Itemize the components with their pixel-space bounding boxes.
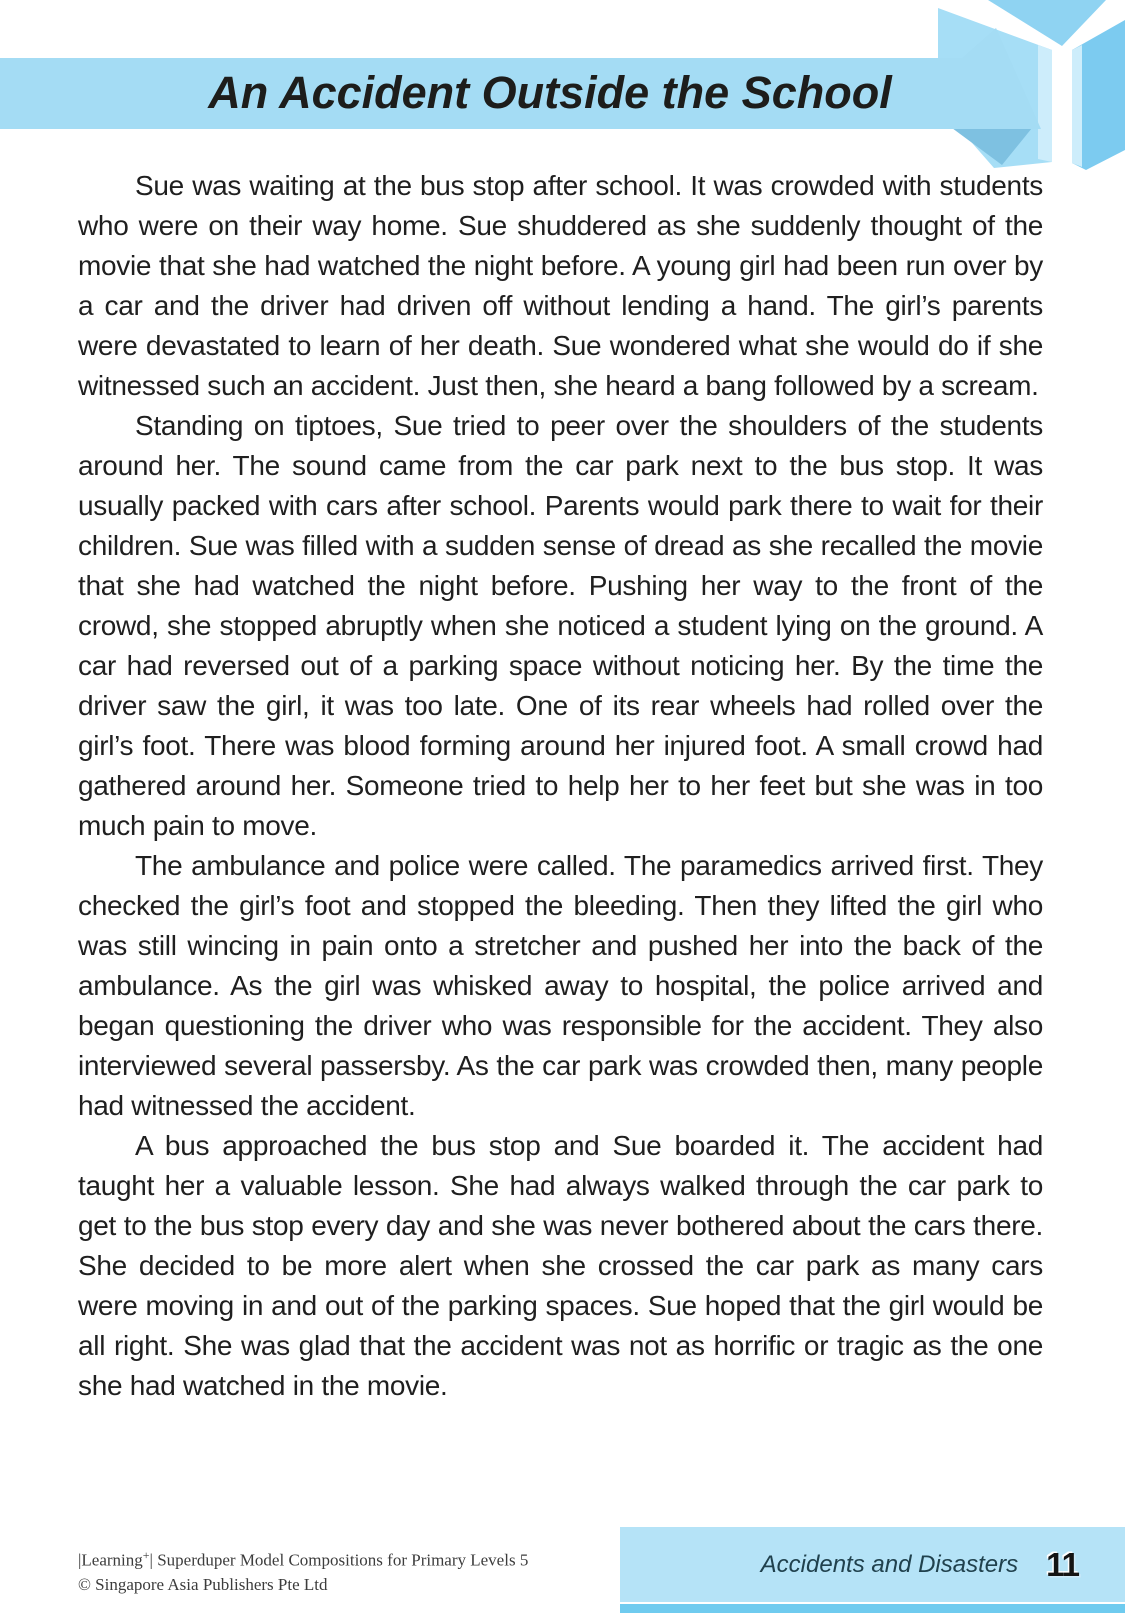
series-title-sup: + [142,1548,150,1562]
section-band [620,1527,1125,1602]
paragraph: Standing on tiptoes, Sue tried to peer over the shoulders of the students around her. The sound came from the car park next to the bus stop. It was usually packed with cars after school. Parents would park there to wait for their children. Sue was filled with a sudden sense of dread as she recalled the movie that she had watched the night before. Pushing her way to the front of the crowd, she stopped abruptly when she noticed a student lying on the ground. A car had reversed out of a parking space without noticing her. By the time the driver saw the girl, it was too late. One of its rear wheels had rolled over the girl’s foot. There was blood forming around her injured foot. A small crowd had gathered around her. Someone tried to help her to her feet but she was in too much pain to move. [78,410,1043,841]
section-strip-decoration [620,1604,1125,1613]
series-title-post: | Superduper Model Compositions for Primary Levels 5 [149,1550,529,1570]
paragraph: Sue was waiting at the bus stop after school. It was crowded with students who were on their way home. Sue shuddered as she suddenly thought of the movie that she had watched the night before. A young girl had been run over by a car and the driver had driven off without lending a hand. The girl’s parents were devastated to learn of her death. Sue wondered what she would do if she witnessed such an accident. Just then, she heard a bang followed by a scream. [78,170,1043,401]
section-title: Accidents and Disasters [760,1550,1019,1578]
publisher-imprint [78,1543,528,1597]
series-title [78,1543,528,1573]
page-number: 11 [1046,1545,1079,1583]
series-title-pre: |Learning [78,1550,143,1570]
page-title: An Accident Outside the School [208,67,892,118]
composition-text [78,166,1043,1406]
title-banner-label [150,57,950,129]
copyright-line: © Singapore Asia Publishers Pte Ltd [78,1574,328,1594]
paragraph: A bus approached the bus stop and Sue boarded it. The accident had taught her a valuable lesson. She had always walked through the car park to get to the bus stop every day and she was never bothered about the cars there. She decided to be more alert when she crossed the car park as many cars were moving in and out of the parking spaces. Sue hoped that the girl would be all right. She was glad that the accident was not as horrific or tragic as the one she had watched in the movie. [78,1130,1043,1401]
paragraph: The ambulance and police were called. The paramedics arrived first. They checked the girl’s foot and stopped the bleeding. Then they lifted the girl who was still wincing in pain onto a stretcher and pushed her into the back of the ambulance. As the girl was whisked away to hospital, the police arrived and began questioning the driver who was responsible for the accident. They also interviewed several passersby. As the car park was crowded then, many people had witnessed the accident. [78,850,1043,1121]
